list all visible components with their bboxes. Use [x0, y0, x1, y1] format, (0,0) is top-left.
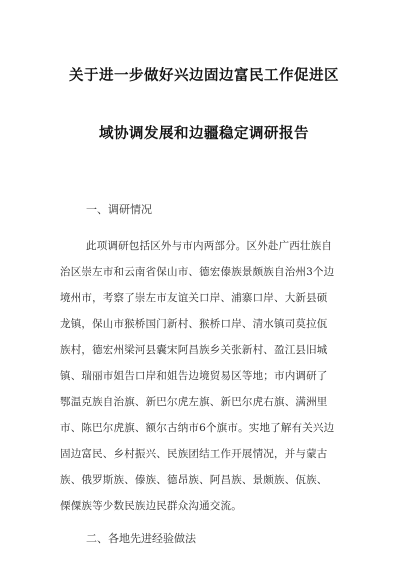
paragraph-line: 族、俄罗斯族、傣族、德昂族、阿昌族、景颇族、佤族、 [60, 474, 328, 486]
section-1-heading: 一、调研情况 [86, 203, 152, 216]
paragraph-line: 市、陈巴尔虎旗、额尔古纳市6个旗市。实地了解有关兴边 [60, 422, 335, 434]
paragraph-line: 此项调研包括区外与市内两部分。区外赴广西壮族自 [86, 240, 333, 252]
paragraph-line: 治区崇左市和云南省保山市、德宏傣族景颇族自治州3个边 [60, 266, 335, 278]
paragraph-line: 傈僳族等少数民族边民群众沟通交流。 [60, 500, 242, 512]
paragraph-line: 鄂温克族自治旗、新巴尔虎左旗、新巴尔虎右旗、满洲里 [60, 396, 328, 408]
section-2-heading: 二、各地先进经验做法 [86, 532, 196, 545]
document-title-line-2: 域协调发展和边疆稳定调研报告 [99, 126, 309, 142]
paragraph-line: 族村，德宏州梁河县囊宋阿昌族乡关张新村、盈江县旧城 [60, 344, 328, 356]
paragraph-line: 境州市，考察了崇左市友谊关口岸、浦寨口岸、大新县硕 [60, 292, 328, 304]
paragraph-line: 龙镇，保山市猴桥国门新村、猴桥口岸、清水镇司莫拉佤 [60, 318, 328, 330]
paragraph-line: 镇、瑞丽市姐告口岸和姐告边境贸易区等地；市内调研了 [60, 370, 328, 382]
paragraph-line: 固边富民、乡村振兴、民族团结工作开展情况，并与蒙古 [60, 448, 328, 460]
document-title-line-1: 关于进一步做好兴边固边富民工作促进区 [69, 68, 339, 84]
